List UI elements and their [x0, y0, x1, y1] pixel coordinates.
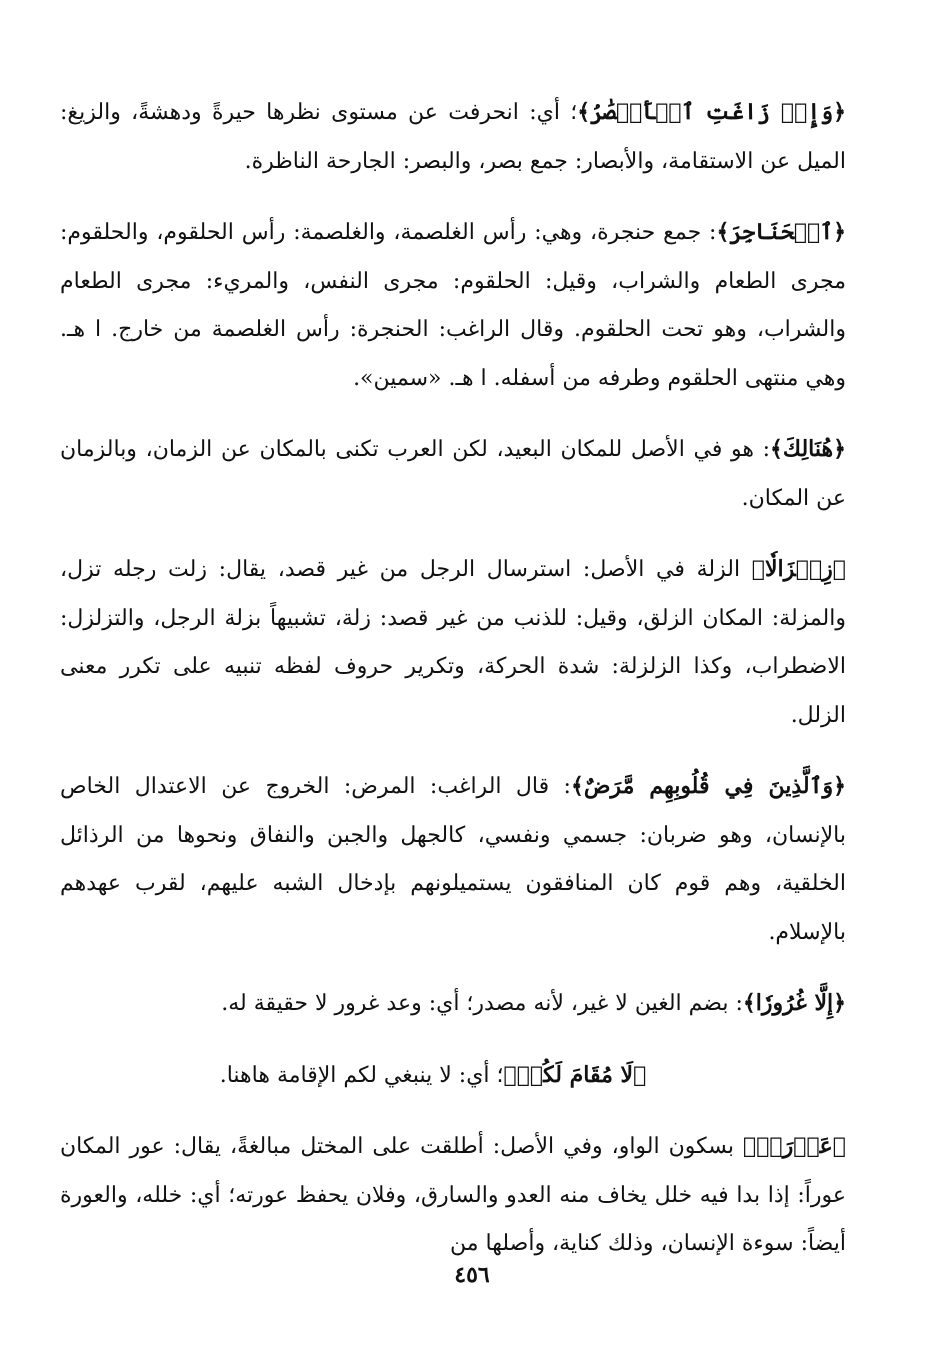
quranic-term: ﴿إِلَّا غُرُورٗا﴾ [742, 990, 846, 1016]
definition-text: : قال الراغب: المرض: الخروج عن الاعتدال الخاص بالإنسان، وهو ضربان: جسمي ونفسي، كالجهل والجبن والنفاق ونحوها من الرذائل الخلقية، وهم قوم كان المنافقون يستميلونهم بإدخال الشبه عليهم، لقرب عهدهم بالإسلام. [60, 774, 846, 945]
definition-text: ؛ أي: انحرفت عن مستوى نظرها حيرةً ودهشةً، والزيغ: الميل عن الاستقامة، والأبصار: جمع بصر، والبصر: الجارحة الناظرة. [60, 100, 846, 174]
glossary-entry [60, 1051, 846, 1101]
quranic-term: ﴿وَٱلَّذِينَ فِي قُلُوبِهِم مَّرَضٌ﴾ [570, 773, 846, 799]
glossary-entry [60, 88, 846, 186]
quranic-term: ﴿ٱلۡحَنَاجِرَ﴾ [716, 219, 846, 245]
glossary-entry [60, 545, 846, 740]
quranic-term: ﴿هُنَالِكَ﴾ [770, 436, 846, 462]
definition-text: ؛ أي: لا ينبغي لكم الإقامة هاهنا. [219, 1062, 504, 1088]
quranic-term: ﴿عَوۡرَةٞ﴾ [743, 1133, 846, 1159]
definition-text: : جمع حنجرة، وهي: رأس الغلصمة، والغلصمة: رأس الحلقوم، والحلقوم: مجرى الطعام والشراب، وقيل: الحلقوم: مجرى النفس، والمريء: مجرى الطعام والشراب، وهو تحت الحلقوم. وقال الراغب: الحنجرة: رأس الغلصمة من خارج. ا هـ. وهي منتهى الحلقوم وطرفه من أسفله. ا هـ. «سمين». [60, 220, 846, 391]
glossary-entry [60, 979, 846, 1029]
definition-text: بسكون الواو، وفي الأصل: أطلقت على المختل مبالغةً، يقال: عور المكان عوراً: إذا بدا فيه خلل يخاف منه العدو والسارق، وفلان يحفظ عورته؛ أي: خلله، والعورة أيضاً: سوءة الإنسان، وذلك كناية، وأصلها من [60, 1134, 846, 1256]
glossary-entry [60, 425, 846, 523]
quranic-term: ﴿زِلۡزَالٗا﴾ [751, 556, 846, 582]
definition-text: الزلة في الأصل: استرسال الرجل من غير قصد، يقال: زلت رجله تزل، والمزلة: المكان الزلق، وقيل: للذنب من غير قصد: زلة، تشبيهاً بزلة الرجل، والتزلزل: الاضطراب، وكذا الزلزلة: شدة الحركة، وتكرير حروف لفظه تنبيه على تكرر معنى الزلل. [60, 557, 846, 728]
page-number: ٤٥٦ [454, 1262, 490, 1288]
quranic-term: ﴿لَا مُقَامَ لَكُمۡ﴾ [503, 1061, 647, 1088]
definition-text: : بضم الغين لا غير، لأنه مصدر؛ أي: وعد غرور لا حقيقة له. [221, 991, 743, 1016]
glossary-entry [60, 762, 846, 957]
definition-text: : هو في الأصل للمكان البعيد، لكن العرب تكنى بالمكان عن الزمان، وبالزمان عن المكان. [60, 437, 846, 511]
glossary-text [60, 88, 846, 1269]
glossary-entry [60, 208, 846, 403]
glossary-entry [60, 1122, 846, 1269]
quranic-term: ﴿وَإِذۡ زَاغَتِ ٱلۡأَبۡصَٰرُ﴾ [577, 99, 846, 125]
